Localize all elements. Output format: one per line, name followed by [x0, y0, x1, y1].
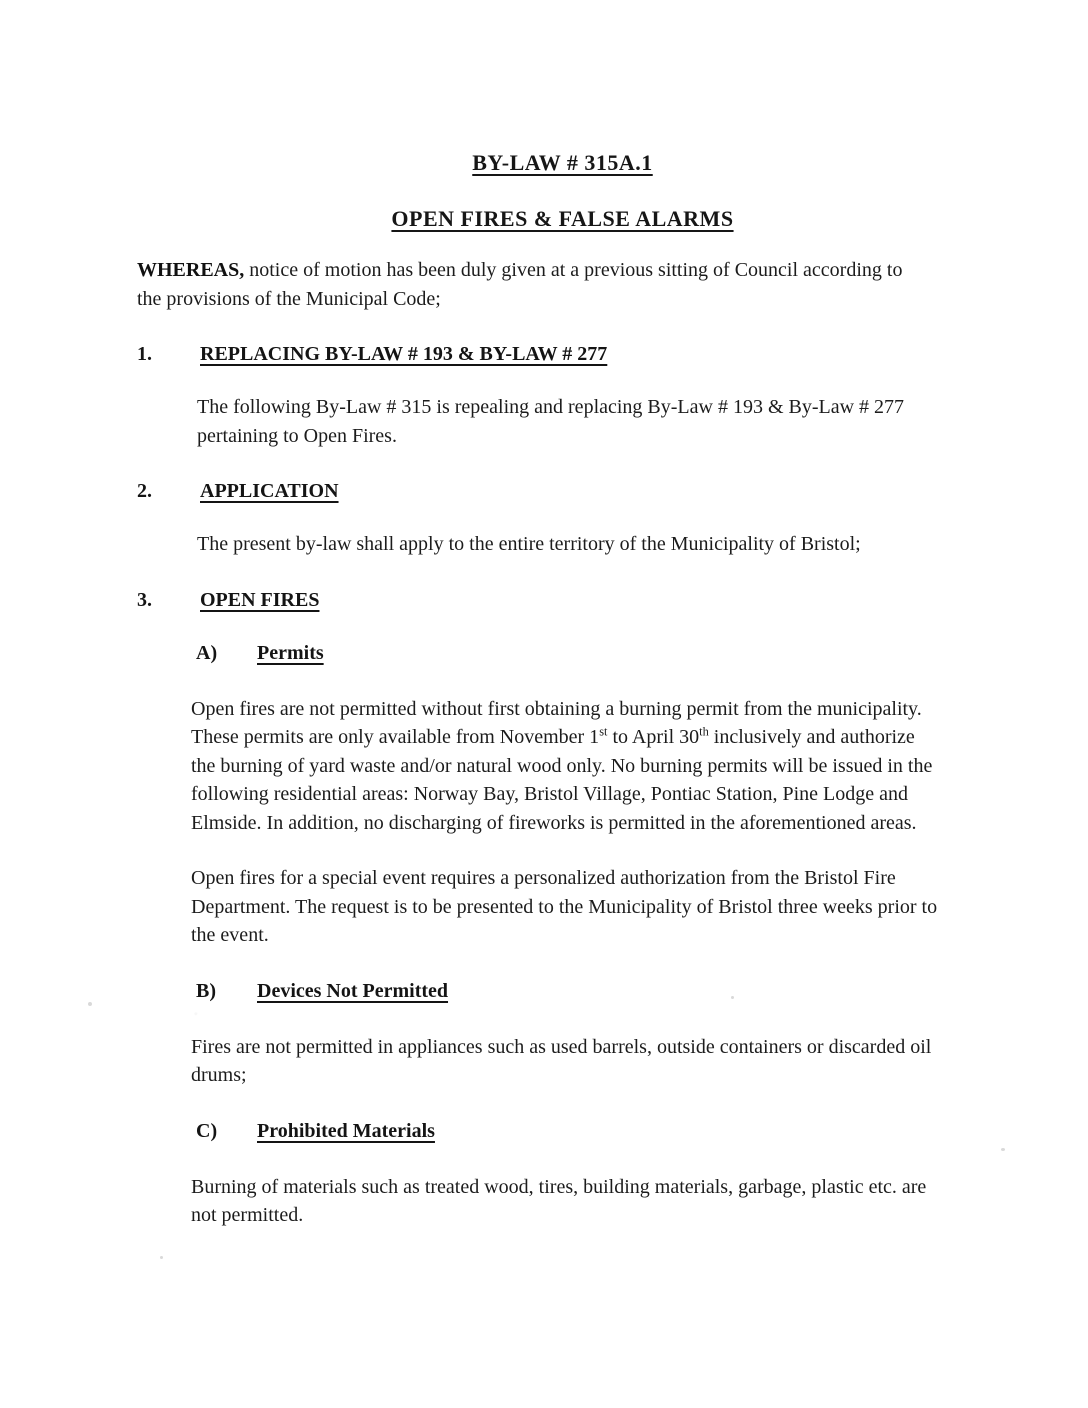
- subsection-b-heading: Devices Not Permitted: [257, 979, 449, 1002]
- subsection-a-paragraph-2: Open fires for a special event requires a personalized authorization from the Bristol Fire Department. The request is to be presented to the Municipality of Bristol three weeks prior to the event.: [191, 867, 938, 946]
- subsection-c-paragraph: Burning of materials such as treated wood, tires, building materials, garbage, plastic etc. are not permitted.: [191, 1175, 927, 1226]
- subsection-b-paragraph: Fires are not permitted in appliances such as used barrels, outside containers or discarded oil drums;: [191, 1035, 932, 1086]
- subsection-b-letter: B): [196, 979, 216, 1002]
- document-subtitle: [137, 206, 988, 232]
- scan-speckle: [731, 996, 734, 999]
- preamble-paragraph: [137, 256, 929, 313]
- subsection-a-heading: Permits: [257, 641, 324, 664]
- document-subtitle-text: OPEN FIRES & FALSE ALARMS: [391, 206, 734, 231]
- subsection-c-heading: Prohibited Materials: [257, 1119, 435, 1142]
- section-open-fires: [137, 586, 988, 1230]
- section-3-heading: OPEN FIRES: [200, 588, 320, 611]
- permits-text-2: to April 30: [607, 726, 700, 748]
- section-replacing-bylaws: [137, 340, 988, 450]
- preamble-text: notice of motion has been duly given at a previous sitting of Council according to the provisions of the Municipal Code;: [137, 259, 903, 310]
- document-title-text: BY-LAW # 315A.1: [472, 150, 653, 175]
- ordinal-superscript-st: st: [599, 724, 608, 739]
- section-3-number: 3.: [137, 588, 152, 611]
- subsection-a-letter: A): [196, 641, 218, 664]
- subsection-a-paragraph-1: [191, 695, 939, 838]
- section-1-paragraph: The following By-Law # 315 is repealing and replacing By-Law # 193 & By-Law # 277 pertaining to Open Fires.: [197, 396, 905, 447]
- subsection-a-heading-row: [196, 639, 988, 667]
- ordinal-superscript-th: th: [699, 724, 709, 739]
- section-1-number: 1.: [137, 343, 152, 365]
- subsection-b-heading-row: [196, 977, 988, 1005]
- scan-speckle: [1001, 1148, 1005, 1151]
- document-title: [137, 150, 988, 176]
- section-1-heading: REPLACING BY-LAW # 193 & BY-LAW # 277: [200, 343, 608, 365]
- subsection-c-heading-row: [196, 1117, 988, 1145]
- section-1-heading-row: [137, 340, 988, 368]
- scan-speckle: [88, 1002, 92, 1006]
- section-application: [137, 477, 988, 559]
- permits-text-1: Open fires are not permitted without first obtaining a burning permit from the municipality. These permits are only available from November 1: [191, 697, 922, 748]
- permits-text-3: inclusively and authorize the burning of yard waste and/or natural wood only. No burning permits will be issued in the following residential areas: Norway Bay, Bristol Village, Pontiac Station, Pine Lodge and Elmside. In addition, no discharging of fireworks is permitted in the aforementioned areas.: [191, 726, 933, 834]
- section-2-heading: APPLICATION: [200, 480, 339, 502]
- section-2-heading-row: [137, 477, 988, 505]
- scan-speckle: [160, 1256, 163, 1259]
- preamble-lead: WHEREAS,: [137, 259, 245, 281]
- section-2-number: 2.: [137, 480, 152, 502]
- section-2-paragraph: The present by-law shall apply to the entire territory of the Municipality of Bristol;: [197, 533, 861, 555]
- section-3-heading-row: [137, 586, 988, 614]
- subsection-c-letter: C): [196, 1119, 218, 1142]
